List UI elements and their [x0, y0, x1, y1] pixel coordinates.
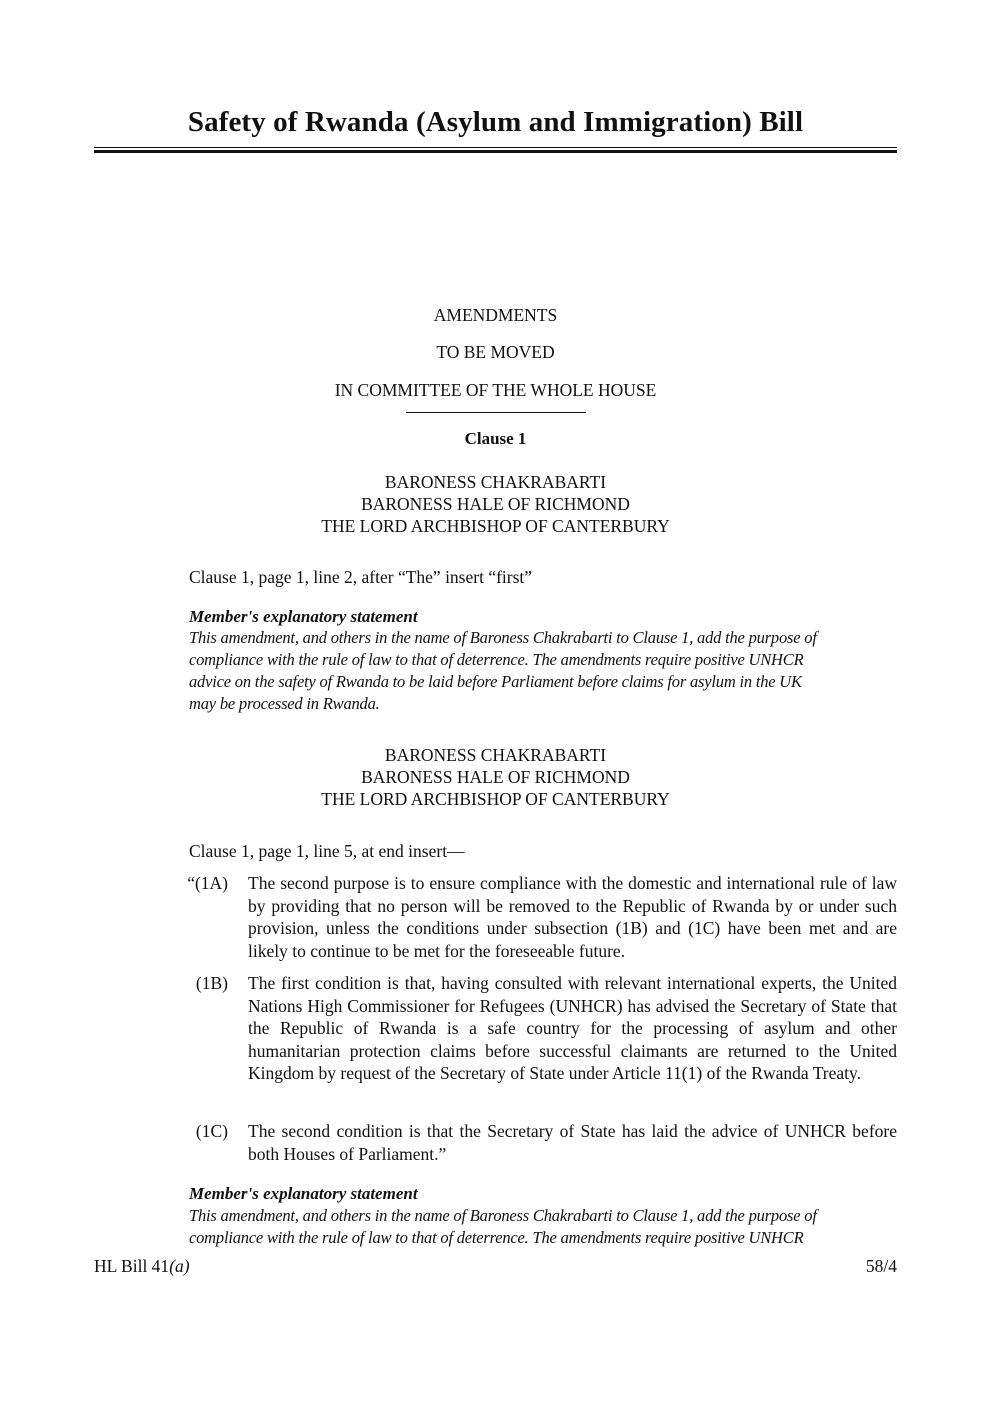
title-rule-thin — [94, 147, 897, 148]
statement-line: This amendment, and others in the name of Baroness Chakrabarti to Clause 1, add the purpose of — [189, 628, 817, 647]
statement-line: This amendment, and others in the name of Baroness Chakrabarti to Clause 1, add the purpose of — [189, 1206, 817, 1225]
amendment-2-statement — [189, 1205, 897, 1249]
bill-title: Safety of Rwanda (Asylum and Immigration) Bill — [187, 106, 804, 138]
subsection-text: The first condition is that, having consulted with relevant international experts, the United Nations High Commissioner for Refugees (UNHCR) has advised the Secretary of State that the Republic of Rwanda is a safe country for the processing of asylum and other humanitarian protection claims before successful claimants are returned to the United Kingdom by request of the Secretary of State under Article 11(1) of the Rwanda Treaty. — [248, 973, 897, 1083]
heading-to-be-moved: TO BE MOVED — [436, 342, 555, 362]
amendment-2-statement-heading: Member's explanatory statement — [189, 1184, 418, 1203]
subsection-text: The second purpose is to ensure compliance with the domestic and international rule of law by providing that no person will be removed to the Republic of Rwanda by or under such provision, unless the conditions under subsection (1B) and (1C) have been met and are likely to continue to be met for the foreseeable future. — [248, 873, 897, 961]
subsection-1b — [170, 972, 897, 1085]
sponsor-name: BARONESS HALE OF RICHMOND — [361, 494, 630, 514]
subsection-number: (1C) — [195, 1121, 228, 1141]
sponsor-name: BARONESS CHAKRABARTI — [384, 745, 607, 765]
subsection-text: The second condition is that the Secretary of State has laid the advice of UNHCR before both Houses of Parliament.” — [248, 1121, 897, 1164]
sponsor-name: BARONESS CHAKRABARTI — [384, 472, 607, 492]
subsection-number: “(1A) — [187, 873, 228, 893]
subsection-number: (1B) — [195, 973, 228, 993]
subsection-1a — [170, 872, 897, 962]
sponsor-name: BARONESS HALE OF RICHMOND — [361, 767, 630, 787]
heading-committee: IN COMMITTEE OF THE WHOLE HOUSE — [334, 380, 657, 400]
statement-line: compliance with the rule of law to that of deterrence. The amendments require positive UNHCR — [189, 650, 804, 669]
amendment-1-statement — [189, 627, 897, 715]
statement-line: may be processed in Rwanda. — [189, 694, 380, 713]
title-rule-thick — [94, 150, 897, 153]
heading-divider — [406, 412, 586, 413]
amendment-1-sponsors — [94, 471, 897, 537]
amendment-1-instruction: Clause 1, page 1, line 2, after “The” insert “first” — [189, 567, 533, 587]
heading-amendments: AMENDMENTS — [433, 305, 558, 325]
bill-number — [94, 1256, 190, 1277]
bill-number-prefix: HL Bill 41 — [94, 1256, 170, 1276]
amendment-2-sponsors — [94, 744, 897, 810]
sponsor-name: THE LORD ARCHBISHOP OF CANTERBURY — [321, 789, 670, 809]
page-reference: 58/4 — [865, 1256, 897, 1276]
statement-line: compliance with the rule of law to that of deterrence. The amendments require positive UNHCR — [189, 1228, 804, 1247]
sponsor-name: THE LORD ARCHBISHOP OF CANTERBURY — [321, 516, 670, 536]
subsection-1c — [170, 1120, 897, 1165]
clause-heading: Clause 1 — [464, 429, 527, 448]
amendment-1-statement-heading: Member's explanatory statement — [189, 607, 418, 626]
statement-line: advice on the safety of Rwanda to be laid before Parliament before claims for asylum in the UK — [189, 672, 802, 691]
bill-number-suffix: (a) — [169, 1256, 190, 1276]
amendment-2-instruction: Clause 1, page 1, line 5, at end insert— — [189, 841, 465, 861]
